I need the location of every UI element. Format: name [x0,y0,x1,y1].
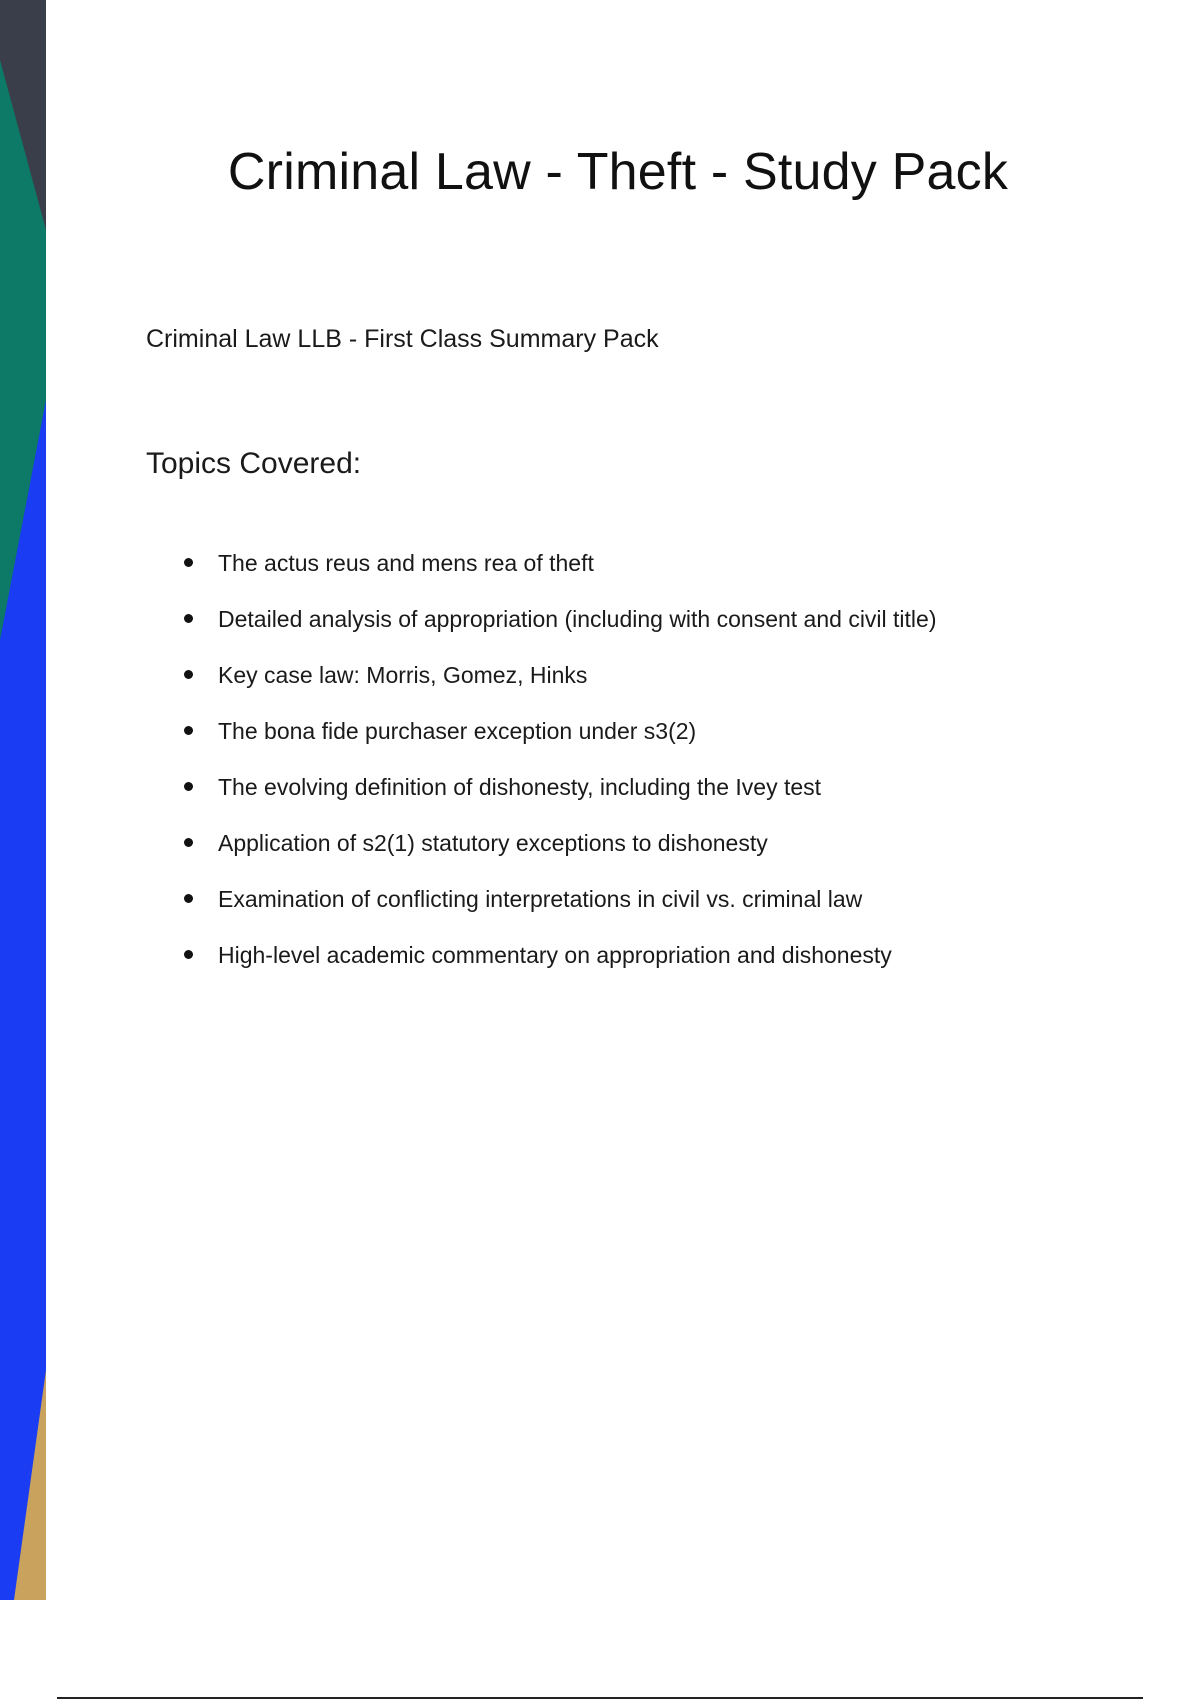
bullet-icon [184,726,193,735]
bullet-icon [184,838,193,847]
bullet-icon [184,558,193,567]
page-title: Criminal Law - Theft - Study Pack [227,143,1009,201]
footer-divider [57,1697,1143,1699]
topic-text: Detailed analysis of appropriation (including with consent and civil title) [218,606,937,632]
topic-text: The evolving definition of dishonesty, including the Ivey test [218,774,822,800]
topic-text: The bona fide purchaser exception under s3(2) [218,718,697,744]
list-item [0,598,1100,654]
topic-text: Examination of conflicting interpretations in civil vs. criminal law [218,886,863,912]
list-item [0,654,1100,710]
topics-list [0,542,1100,990]
topic-text: Application of s2(1) statutory exceptions to dishonesty [218,830,768,856]
list-item [0,934,1100,990]
list-item [0,766,1100,822]
list-item [0,878,1100,934]
topic-text: The actus reus and mens rea of theft [218,550,594,576]
list-item [0,822,1100,878]
list-item [0,542,1100,598]
list-item [0,710,1100,766]
bullet-icon [184,950,193,959]
bullet-icon [184,782,193,791]
topic-text: Key case law: Morris, Gomez, Hinks [218,662,588,688]
bullet-icon [184,670,193,679]
bullet-icon [184,614,193,623]
document-subtitle: Criminal Law LLB - First Class Summary Pack [146,325,659,353]
topic-text: High-level academic commentary on appropriation and dishonesty [218,942,892,968]
topics-heading: Topics Covered: [146,447,362,480]
bullet-icon [184,894,193,903]
